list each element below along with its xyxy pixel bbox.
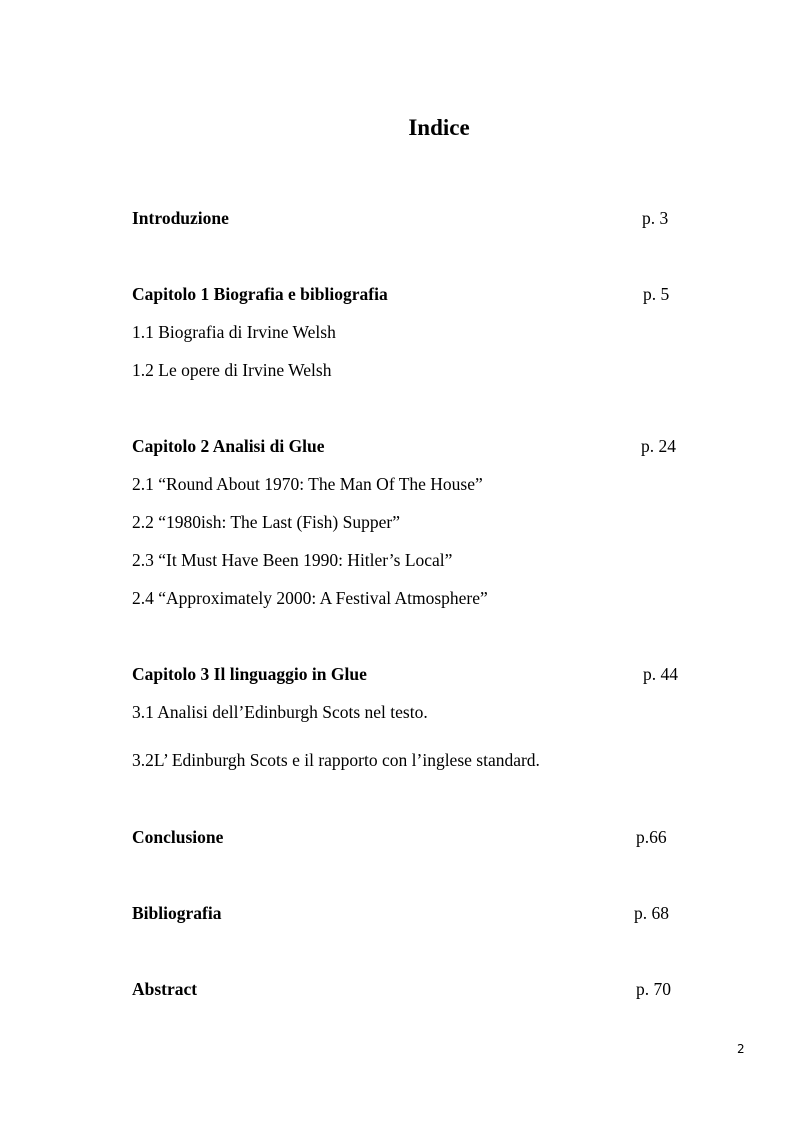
page-number: 2 — [737, 1042, 745, 1056]
toc-section-2-4: 2.4 “Approximately 2000: A Festival Atmosphere” — [132, 588, 488, 608]
toc-page-bibliografia: p. 68 — [634, 903, 669, 923]
toc-section-1-1: 1.1 Biografia di Irvine Welsh — [132, 322, 336, 342]
toc-entry-capitolo-1: Capitolo 1 Biografia e bibliografia — [132, 284, 388, 304]
toc-section-3-1: 3.1 Analisi dell’Edinburgh Scots nel testo. — [132, 702, 428, 722]
toc-section-1-2: 1.2 Le opere di Irvine Welsh — [132, 360, 332, 380]
toc-section-2-2: 2.2 “1980ish: The Last (Fish) Supper” — [132, 512, 400, 532]
toc-section-2-3: 2.3 “It Must Have Been 1990: Hitler’s Local” — [132, 550, 453, 570]
toc-page-introduzione: p. 3 — [642, 208, 669, 228]
toc-entry-conclusione: Conclusione — [132, 827, 224, 847]
toc-page-capitolo-1: p. 5 — [643, 284, 670, 304]
toc-section-3-2: 3.2L’ Edinburgh Scots e il rapporto con l’inglese standard. — [132, 750, 540, 770]
toc-page-capitolo-3: p. 44 — [643, 664, 678, 684]
toc-page-capitolo-2: p. 24 — [641, 436, 676, 456]
toc-entry-capitolo-2: Capitolo 2 Analisi di Glue — [132, 436, 325, 456]
toc-page-conclusione: p.66 — [636, 827, 667, 847]
page-title: Indice — [408, 115, 470, 140]
toc-section-2-1: 2.1 “Round About 1970: The Man Of The House” — [132, 474, 483, 494]
toc-entry-abstract: Abstract — [132, 979, 198, 999]
toc-page-abstract: p. 70 — [636, 979, 671, 999]
toc-entry-capitolo-3: Capitolo 3 Il linguaggio in Glue — [132, 664, 367, 684]
toc-entry-bibliografia: Bibliografia — [132, 903, 222, 923]
toc-entry-introduzione: Introduzione — [132, 208, 229, 228]
